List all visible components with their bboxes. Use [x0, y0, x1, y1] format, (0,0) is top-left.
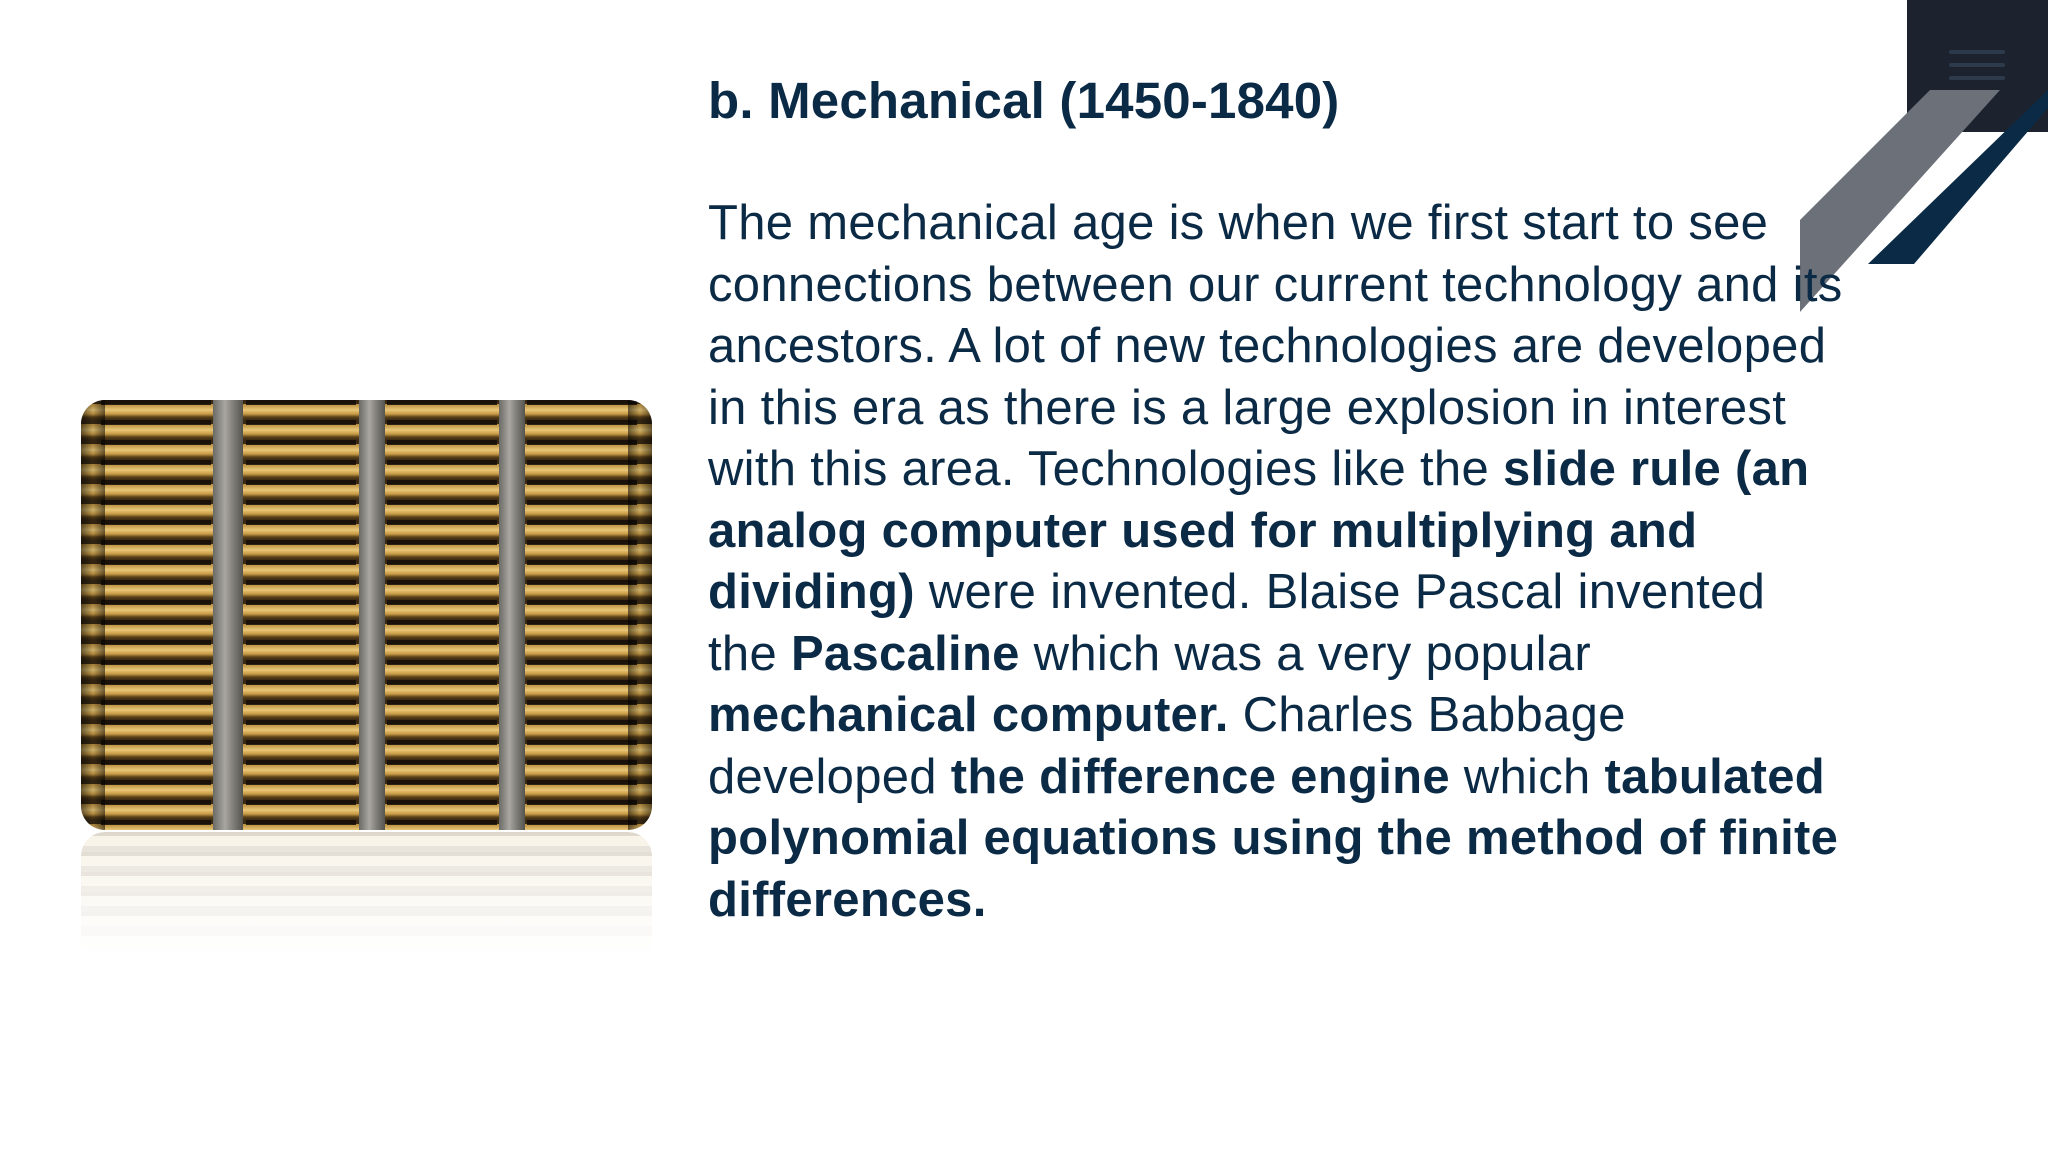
body-text-bold-segment: Pascaline	[790, 626, 1020, 681]
body-text-bold-segment: mechanical computer.	[708, 688, 1229, 742]
support-bar	[359, 400, 385, 830]
slide-body-text	[708, 193, 1848, 931]
body-text-segment: were invented. Blaise Pascal invented the	[708, 565, 1766, 681]
body-text-bold-segment: tabulated polynomial equations using the method of finite differences.	[708, 749, 1839, 927]
support-bar	[499, 400, 525, 830]
body-text-bold-segment: the difference engine	[950, 749, 1450, 804]
gear-column	[246, 400, 356, 830]
photo-frame	[81, 400, 652, 830]
gear-column	[101, 400, 211, 830]
support-bar	[213, 400, 243, 830]
photo-shade	[628, 400, 652, 830]
photo-reflection	[81, 832, 652, 952]
slide-heading: b. Mechanical (1450-1840)	[708, 72, 1340, 129]
body-text-segment: which was a very popular	[1019, 626, 1592, 681]
gear-column	[387, 400, 497, 830]
body-text-segment: which	[1449, 749, 1605, 804]
body-text-bold-segment: slide rule (an analog computer used for multiplying and dividing)	[708, 442, 1810, 619]
body-text-segment: The mechanical age is when we first start to see connections between our current technology and its ancestors. A lot of new technologies are developed in this era as there is a large explosion in interest with this area. Technologies like the	[708, 196, 1843, 496]
menu-line	[1949, 50, 2005, 54]
menu-line	[1949, 76, 2005, 80]
body-text-segment: Charles Babbage developed	[708, 688, 1626, 804]
gear-column	[527, 400, 637, 830]
hamburger-menu-icon[interactable]	[1949, 48, 2005, 84]
difference-engine-photo	[81, 400, 652, 830]
menu-line	[1949, 63, 2005, 67]
photo-shade	[81, 400, 105, 830]
